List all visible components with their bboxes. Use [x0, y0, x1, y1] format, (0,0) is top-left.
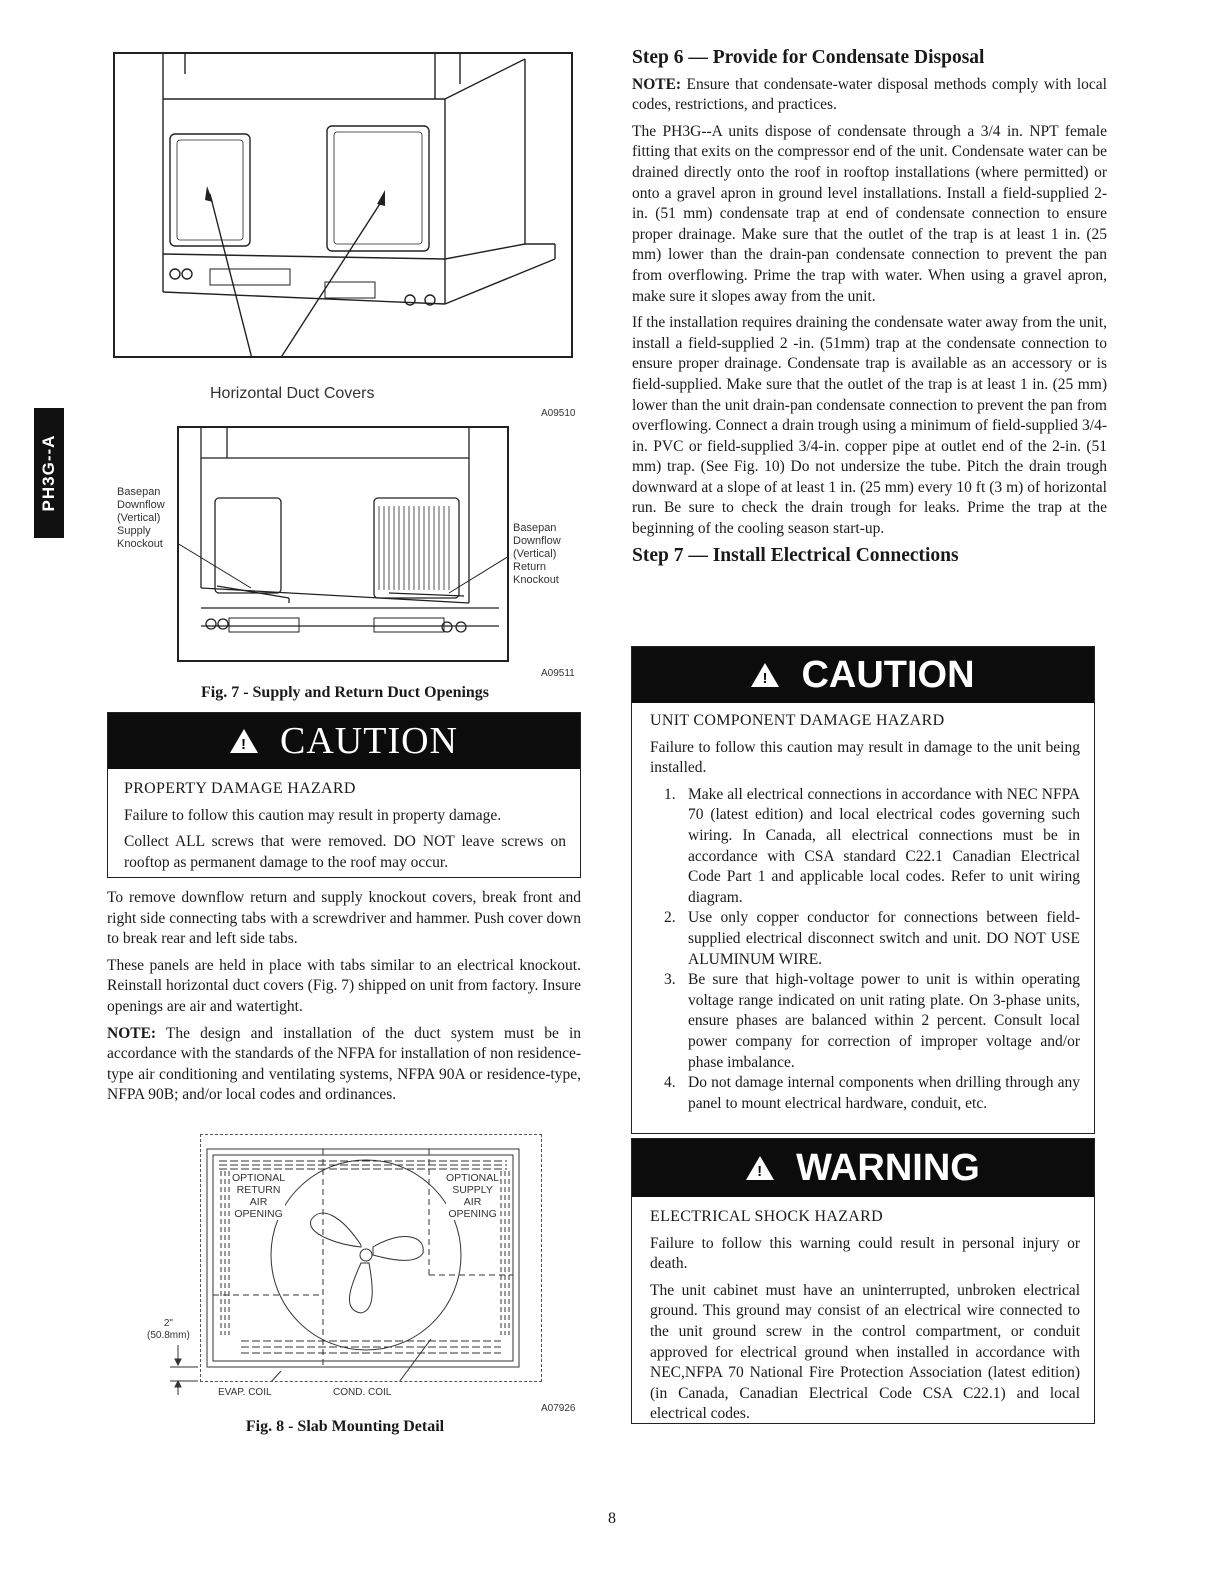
fig7-left-label: [117, 486, 165, 551]
paragraph: To remove downflow return and supply knockout covers, break front and right side connecting tabs with a screwdriver and hammer. Push cover down to break rear and left side tabs.: [107, 889, 581, 948]
unit-horizontal-duct-drawing: [115, 54, 571, 356]
right-label-line: Basepan: [513, 522, 557, 534]
warning-triangle-icon: [751, 663, 779, 687]
caution-box-property: [107, 712, 581, 878]
supply-label-line: OPTIONAL: [446, 1172, 500, 1184]
fig8-return-label: [232, 1172, 285, 1220]
right-label-line: Return: [513, 561, 547, 573]
dimension-arrows: [170, 1345, 200, 1395]
item-number: 2.: [664, 909, 676, 927]
list-item: [650, 785, 1080, 909]
fig7-top-code: A09510: [541, 408, 576, 419]
left-label-line: Supply: [117, 525, 151, 537]
item-number: 4.: [664, 1074, 676, 1092]
warning-triangle-icon: [230, 729, 258, 753]
unit-downflow-drawing: [179, 428, 507, 660]
step6-heading: Step 6 — Provide for Condensate Disposal: [632, 47, 985, 68]
cond-coil-label: COND. COIL: [333, 1387, 392, 1398]
return-label-line: OPENING: [234, 1208, 283, 1220]
item-number: 3.: [664, 971, 676, 989]
dim-label-line: 2": [163, 1318, 173, 1329]
warning-banner: [632, 1139, 1094, 1197]
fig7-bottom-illustration: [177, 426, 509, 662]
note-text: Ensure that condensate-water disposal methods comply with local codes, restrictions, and practices.: [632, 75, 1107, 114]
return-label-line: AIR: [249, 1196, 268, 1208]
warning-text: The unit cabinet must have an uninterrupted, unbroken electrical ground. This ground may consist of an electrical wire connected to the unit ground screw in the control compartment, or conduit approved for electrical ground when installed in accordance with NEC,NFPA 70 National Fire Protection Association (latest edition) (in Canada, Canadian Electrical Code CSA C22.1) and local electrical codes.: [650, 1281, 1080, 1423]
supply-label-line: OPENING: [448, 1208, 497, 1220]
return-label-line: OPTIONAL: [232, 1172, 286, 1184]
evap-coil-label: EVAP. COIL: [218, 1387, 272, 1398]
supply-label-line: AIR: [463, 1196, 482, 1208]
fig8-code: A07926: [541, 1403, 576, 1414]
page-number: 8: [608, 1510, 616, 1527]
warning-title: WARNING: [796, 1146, 980, 1189]
hazard-title: UNIT COMPONENT DAMAGE HAZARD: [650, 712, 945, 729]
note-text: The design and installation of the duct system must be in accordance with the standards of the NFPA for installation of non residence-type air conditioning and ventilating systems, NFPA 90A or residence-type, NFPA 90B; and/or local codes and ordinances.: [107, 1024, 581, 1104]
caution-text: Collect ALL screws that were removed. DO NOT leave screws on rooftop as permanent damage to the roof may occur.: [124, 833, 566, 871]
fig7-caption: Fig. 7 - Supply and Return Duct Openings: [200, 684, 490, 701]
list-item: [650, 970, 1080, 1073]
step7-heading: Step 7 — Install Electrical Connections: [632, 544, 959, 566]
warning-triangle-icon: [746, 1156, 774, 1180]
left-label-line: Knockout: [117, 538, 163, 550]
paragraph: If the installation requires draining the condensate water away from the unit, install a field-supplied 2 -in. (51mm) trap at the condensate connection to ensure proper drainage. Condensate trap is available as an accessory or is field-supplied. Make sure that the outlet of the trap is at least 1 in. (25 mm) lower than the unit drain-pan condensate connection to prevent the pan from overflowing. Connect a drain trough using a minimum of field-supplied 3/4-in. PVC or field-supplied 3/4-in. copper pipe at outlet end of the 2-in. (51 mm) trap. (See Fig. 10) Do not undersize the tube. Pitch the drain trough downward at a slope of at least 1 in. (25 mm) every 10 ft (3 m) of horizontal run. Be sure to check the drain trough for leaks. Prime the trap at the beginning of the cooling season start-up.: [632, 314, 1107, 538]
note-label: NOTE:: [107, 1024, 157, 1042]
left-label-line: (Vertical): [117, 512, 161, 524]
dim-label-line: (50.8mm): [147, 1330, 190, 1341]
note-label: NOTE:: [632, 75, 682, 93]
hazard-title: PROPERTY DAMAGE HAZARD: [124, 780, 356, 797]
side-tab-label: PH3G--A: [39, 434, 58, 512]
item-text: Be sure that high-voltage power to unit is within operating voltage range indicated on unit rating plate. On 3-phase units, ensure phases are balanced within 2 percent. Consult local power company for correction of improper voltage and/or phase imbalance.: [688, 971, 1080, 1071]
caution-box-component: [631, 646, 1095, 1134]
caution-list: [650, 785, 1080, 1115]
item-text: Use only copper conductor for connections between field-supplied electrical disconnect switch and unit. DO NOT USE ALUMINUM WIRE.: [688, 909, 1080, 968]
warning-box-electrical: [631, 1138, 1095, 1424]
paragraph: These panels are held in place with tabs similar to an electrical knockout. Reinstall horizontal duct covers (Fig. 7) shipped on unit from factory. Insure openings are air and watertight.: [107, 956, 581, 1015]
fig7-right-label: [513, 522, 561, 587]
horizontal-duct-covers-label: Horizontal Duct Covers: [210, 385, 375, 402]
fig8-supply-label: [446, 1172, 499, 1220]
return-label-line: RETURN: [236, 1184, 281, 1196]
paragraph: The PH3G--A units dispose of condensate through a 3/4 in. NPT female fitting that exits on the compressor end of the unit. Condensate water can be drained directly onto the roof in rooftop installations (where permitted) or onto a gravel apron in ground level installations. Install a field-supplied 2-in. (51 mm) condensate trap at end of condensate connection to ensure proper drainage. Make sure that the outlet of the trap is at least 1 in. (25 mm) lower than the drain-pan condensate connection to prevent the pan from overflowing. Prime the trap with water. When using a gravel apron, make sure it slopes away from the unit.: [632, 122, 1107, 305]
item-number: 1.: [664, 785, 676, 803]
hazard-title: ELECTRICAL SHOCK HAZARD: [650, 1208, 883, 1225]
caution-text: Failure to follow this caution may result in property damage.: [124, 806, 502, 824]
item-text: Do not damage internal components when drilling through any panel to mount electrical hardware, conduit, etc.: [688, 1074, 1080, 1112]
warning-text: Failure to follow this warning could result in personal injury or death.: [650, 1234, 1080, 1273]
fig8-caption: Fig. 8 - Slab Mounting Detail: [245, 1418, 445, 1435]
caution-banner: [632, 647, 1094, 703]
list-item: [650, 908, 1080, 970]
list-item: [650, 1073, 1080, 1114]
left-label-line: Basepan: [117, 486, 161, 498]
right-label-line: Downflow: [513, 535, 561, 547]
caution-title: CAUTION: [280, 720, 458, 762]
caution-intro: Failure to follow this caution may result in damage to the unit being installed.: [650, 738, 1080, 777]
fig7-top-illustration: [113, 52, 573, 358]
right-label-line: (Vertical): [513, 548, 557, 560]
right-label-line: Knockout: [513, 574, 559, 586]
note-paragraph: [107, 1024, 581, 1106]
caution-title: CAUTION: [801, 653, 975, 696]
fig8-dim-label: [147, 1318, 190, 1342]
step6-section: [632, 48, 1107, 566]
supply-label-line: SUPPLY: [452, 1184, 493, 1196]
left-label-line: Downflow: [117, 499, 165, 511]
fig7-bottom-code: A09511: [541, 668, 575, 679]
side-tab: [34, 408, 64, 538]
caution-banner: [108, 713, 580, 769]
note-paragraph: [632, 75, 1107, 116]
left-body: [107, 888, 581, 1112]
item-text: Make all electrical connections in accordance with NEC NFPA 70 (latest edition) and local electrical codes governing such wiring. In Canada, all electrical connections must be in accordance with CSA standard C22.1 Canadian Electrical Code Part 1 and applicable local codes. Refer to unit wiring diagram.: [688, 785, 1080, 906]
